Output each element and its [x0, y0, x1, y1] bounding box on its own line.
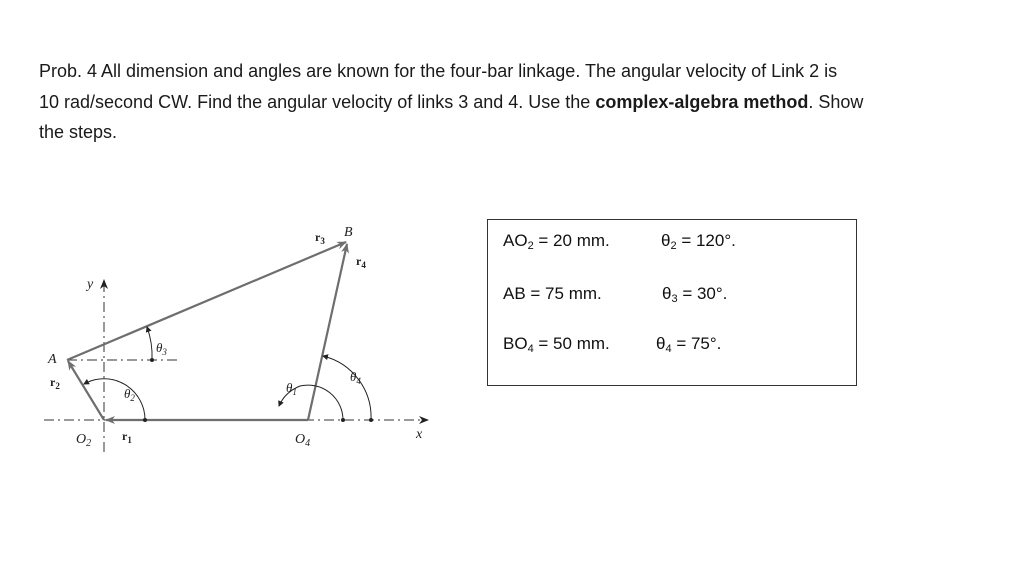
length-label: BO: [503, 334, 528, 353]
angle-value: = 75°.: [671, 334, 722, 353]
angle-subscript: 3: [671, 293, 678, 305]
angle-value: = 120°.: [676, 231, 736, 250]
length-label: AO: [503, 231, 528, 250]
given-row-theta3: [662, 284, 727, 305]
length-value: = 50 mm.: [533, 334, 610, 353]
label-B: B: [344, 225, 353, 240]
label-r3: $r_3$: [315, 230, 325, 246]
method-emphasis: complex-algebra method: [595, 91, 809, 112]
problem-line-3: the steps.: [39, 122, 118, 142]
problem-line-2-text: 10 rad/second CW. Find the angular velocity of links 3 and 4. Use the: [39, 91, 596, 112]
label-r1: $r_1$: [122, 429, 132, 445]
link-r2: [68, 361, 104, 420]
link-r4: [308, 244, 347, 420]
label-theta1: $\theta_1$: [286, 380, 297, 397]
label-theta2: $\theta_2$: [124, 386, 135, 403]
angle-label: θ: [656, 334, 666, 353]
label-theta4: $\theta_4$: [350, 369, 361, 386]
theta3-arc: [147, 327, 152, 360]
label-r2: $r_2$: [50, 375, 60, 391]
length-value: = 20 mm.: [533, 231, 610, 250]
angle-subscript: 2: [670, 240, 677, 252]
problem-line-1: Prob. 4 All dimension and angles are known for the four-bar linkage. The angular velocity of Link 2 is: [39, 61, 838, 81]
theta2-arc: [84, 379, 145, 420]
label-A: A: [48, 352, 57, 367]
length-value: = 75 mm.: [525, 284, 602, 303]
length-subscript: 4: [527, 343, 534, 355]
problem-line-2-end: . Show: [808, 91, 864, 112]
label-x: x: [416, 427, 423, 442]
label-r4: $r_4$: [356, 254, 366, 270]
given-row-theta2: [661, 231, 736, 252]
length-label: AB: [503, 284, 526, 303]
label-O2: $O_2$: [76, 432, 92, 449]
label-O4: $O_4$: [295, 432, 311, 449]
length-subscript: 2: [527, 240, 534, 252]
angle-subscript: 4: [665, 343, 672, 355]
given-row-ao2: [503, 231, 610, 252]
link-r3: [67, 242, 346, 360]
given-row-bo4: [503, 334, 610, 355]
angle-value: = 30°.: [677, 284, 728, 303]
label-y: y: [87, 277, 94, 292]
angle-label: θ: [662, 284, 672, 303]
theta4-arc: [323, 356, 371, 420]
given-row-theta4: [656, 334, 721, 355]
angle-label: θ: [661, 231, 671, 250]
given-row-ab: [503, 284, 602, 305]
label-theta3: $\theta_3$: [156, 340, 167, 357]
